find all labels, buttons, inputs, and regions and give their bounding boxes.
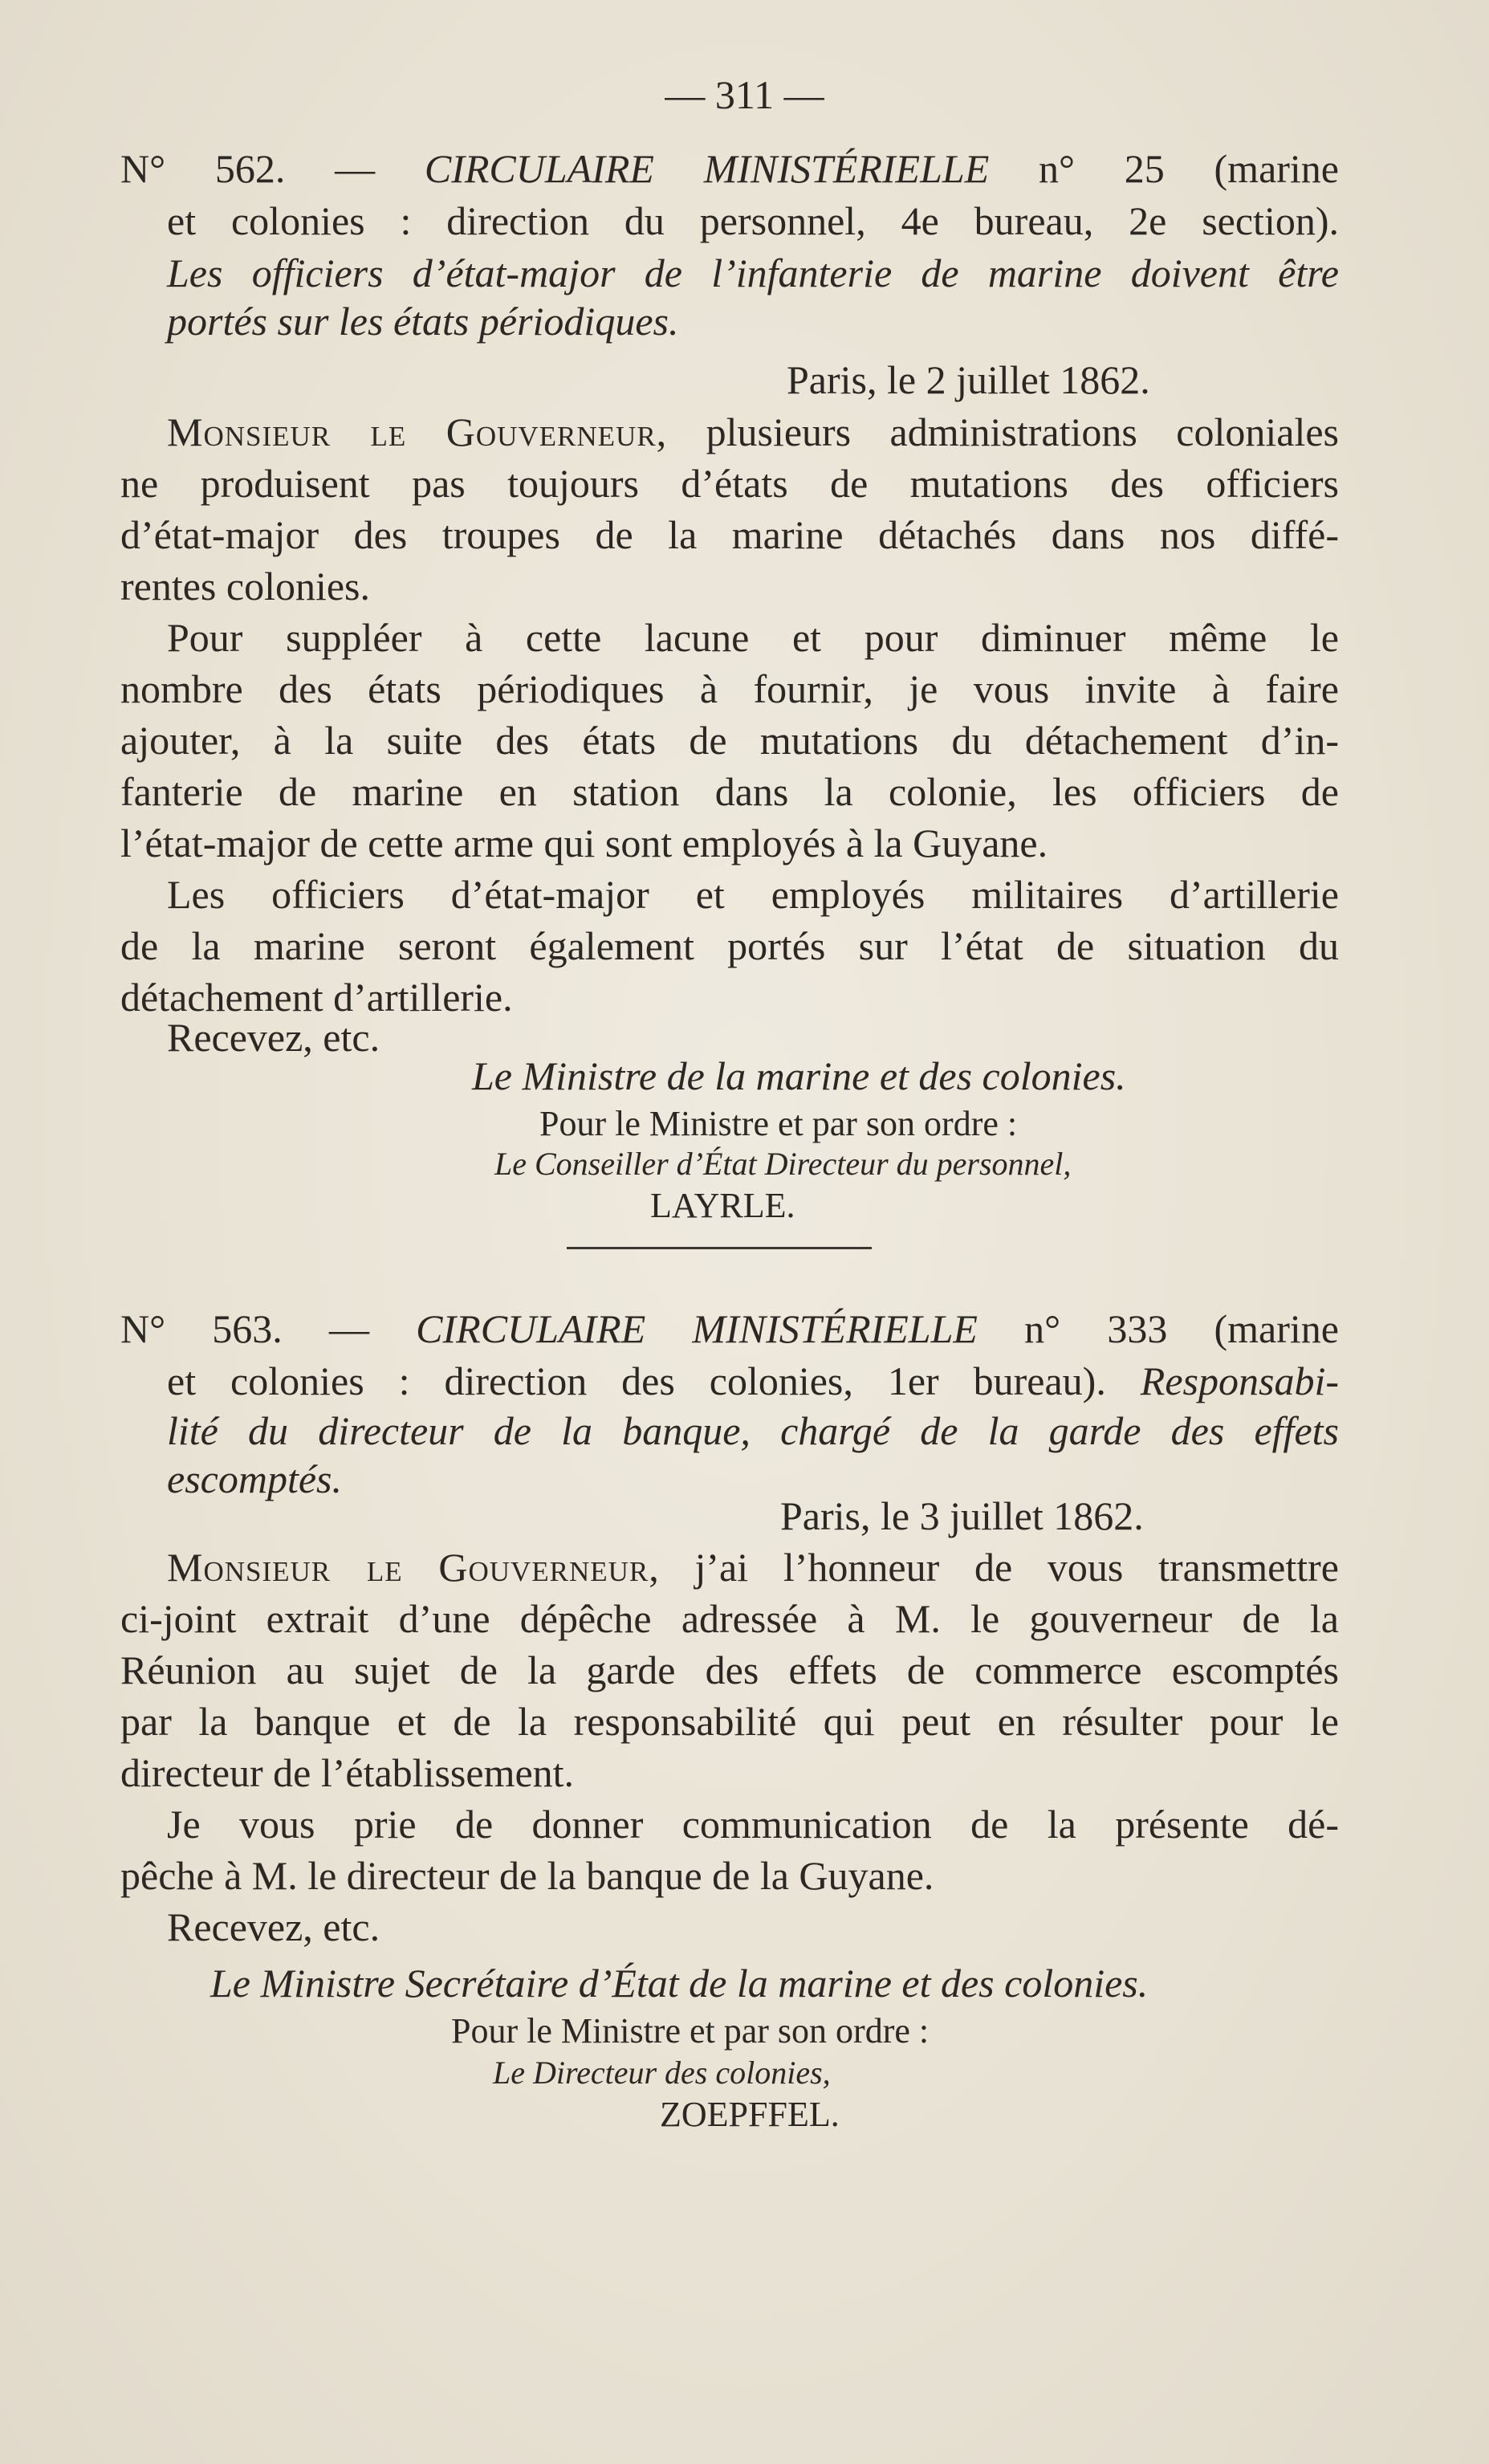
entry-562-para2-line1: Pour suppléer à cette lacune et pour diminuer même le [167, 615, 1339, 660]
entry-562-closing: Recevez, etc. [167, 1015, 380, 1060]
entry-563-para2-line2: pêche à M. le directeur de la banque de la Guyane. [120, 1853, 934, 1898]
entry-562-header [120, 145, 1339, 193]
page-number: — 311 — [665, 72, 824, 117]
entry-563-closing: Recevez, etc. [167, 1904, 380, 1949]
entry-562-salutation: Monsieur le Gouverneur, [167, 409, 668, 454]
entry-562-para3-line2: de la marine seront également portés sur l’état de situation du [120, 923, 1339, 968]
entry-562-number: N° 562. — [120, 146, 425, 191]
entry-562-date: Paris, le 2 juillet 1862. [787, 357, 1150, 402]
entry-562-subject-line1: Les officiers d’état-major de l’infanterie de marine doivent être [167, 250, 1339, 295]
entry-563-signatory-name: ZOEPFFEL. [660, 2095, 840, 2134]
entry-562-title: CIRCULAIRE MINISTÉRIELLE [424, 146, 990, 191]
entry-562-signatory-name: LAYRLE. [650, 1186, 795, 1225]
entry-562-para1-line1: Monsieur le Gouverneur, plusieurs administrations coloniales [167, 409, 1339, 454]
entry-563-para2-line1: Je vous prie de donner communication de la présente dé- [167, 1802, 1339, 1847]
entry-563-para1-line2: ci-joint extrait d’une dépêche adressée à M. le gouverneur de la [120, 1596, 1339, 1641]
entry-562-para2-line3: ajouter, à la suite des états de mutations du détachement d’in- [120, 718, 1339, 763]
entry-563-para1-line4: par la banque et de la responsabilité qui peut en résulter pour le [120, 1699, 1339, 1744]
entry-563-salutation: Monsieur le Gouverneur, [167, 1545, 660, 1590]
entry-563-date: Paris, le 3 juillet 1862. [780, 1493, 1144, 1538]
entry-563-para1-line3: Réunion au sujet de la garde des effets de commerce escomptés [120, 1647, 1339, 1692]
entry-563-subject-line2: escomptés. [167, 1456, 342, 1501]
entry-562-signatory-role: Le Conseiller d’État Directeur du personnel, [494, 1146, 1072, 1182]
entry-563-subject-line1: lité du directeur de la banque, chargé de la garde des effets [167, 1408, 1339, 1453]
entry-562-subject-line2: portés sur les états périodiques. [167, 299, 679, 344]
entry-562-para2-line2: nombre des états périodiques à fournir, je vous invite à faire [120, 666, 1339, 711]
entry-562-para2-line5: l’état-major de cette arme qui sont employés à la Guyane. [120, 821, 1048, 865]
entry-563-for-minister: Pour le Ministre et par son ordre : [451, 2011, 930, 2051]
entry-563-para1-line5: directeur de l’établissement. [120, 1750, 575, 1795]
entry-562-for-minister: Pour le Ministre et par son ordre : [539, 1104, 1018, 1143]
entry-563-para1-line1: Monsieur le Gouverneur, j’ai l’honneur de vous transmettre [167, 1545, 1339, 1590]
entry-562-signature-title: Le Ministre de la marine et des colonies. [472, 1053, 1126, 1098]
entry-562-para2-line4: fanterie de marine en station dans la colonie, les officiers de [120, 769, 1339, 814]
entry-563-signature-title: Le Ministre Secrétaire d’État de la marine et des colonies. [210, 1961, 1149, 2006]
section-divider [567, 1247, 872, 1249]
entry-562-para1-line3: d’état-major des troupes de la marine détachés dans nos diffé- [120, 512, 1339, 557]
entry-563-title: CIRCULAIRE MINISTÉRIELLE [416, 1306, 978, 1351]
entry-563-header-rest: n° 333 (marine [977, 1306, 1339, 1351]
entry-562-para3-line3: détachement d’artillerie. [120, 975, 513, 1020]
entry-562-para3-line1: Les officiers d’état-major et employés militaires d’artillerie [167, 872, 1339, 917]
entry-563-number: N° 563. — [120, 1306, 417, 1351]
entry-562-header-rest: n° 25 (marine [989, 146, 1339, 191]
entry-562-para1-line2: ne produisent pas toujours d’états de mutations des officiers [120, 461, 1339, 506]
entry-562-para1-line4: rentes colonies. [120, 564, 371, 609]
entry-563-signatory-role: Le Directeur des colonies, [493, 2055, 831, 2091]
entry-562-line2: et colonies : direction du personnel, 4e bureau, 2e section). [167, 198, 1339, 243]
entry-563-header [120, 1305, 1339, 1353]
entry-563-line2: et colonies : direction des colonies, 1er bureau). Responsabi- [167, 1358, 1339, 1403]
